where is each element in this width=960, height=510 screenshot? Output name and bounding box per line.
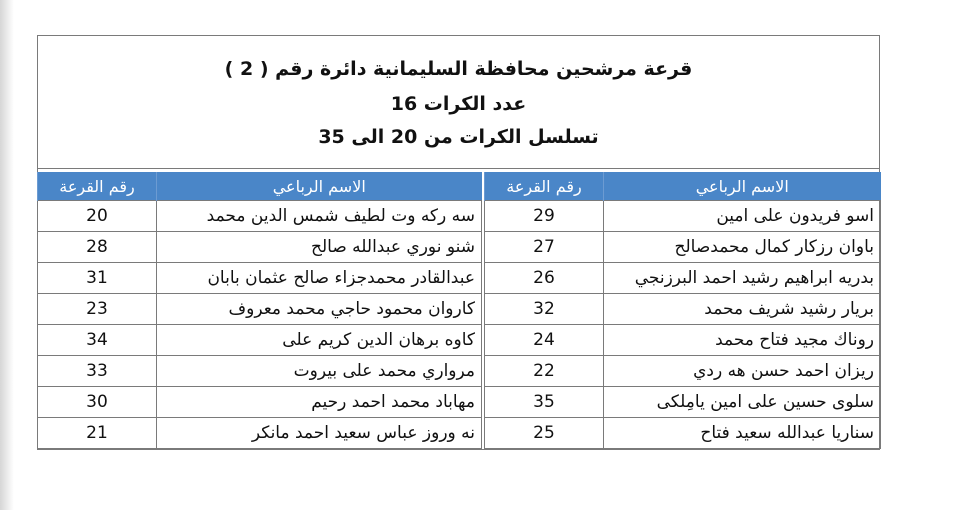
table-row: [38, 263, 482, 294]
table-row: [38, 387, 482, 418]
candidate-name: سناريا عبدالله سعيد فتاح: [604, 418, 881, 449]
column-header-name: الاسم الرباعي: [157, 172, 482, 201]
candidate-name: بدريه ابراهيم رشيد احمد البرزنجي: [604, 263, 881, 294]
candidate-name: باوان رزكار كمال محمدصالح: [604, 232, 881, 263]
lottery-number: 26: [485, 263, 604, 294]
column-header-number: رقم القرعة: [485, 172, 604, 201]
document-header: [38, 36, 879, 169]
table-row: [485, 201, 881, 232]
candidate-name: شنو نوري عبدالله صالح: [157, 232, 482, 263]
candidate-name: روناك مجيد فتاح محمد: [604, 325, 881, 356]
lottery-number: 31: [38, 263, 157, 294]
right-candidates-table: [484, 172, 881, 449]
column-header-number: رقم القرعة: [38, 172, 157, 201]
lottery-number: 28: [38, 232, 157, 263]
table-header-row: [38, 172, 482, 201]
candidate-name: كاروان محمود حاجي محمد معروف: [157, 294, 482, 325]
lottery-number: 34: [38, 325, 157, 356]
table-row: [38, 418, 482, 449]
candidate-name: مهاباد محمد احمد رحيم: [157, 387, 482, 418]
lottery-number: 20: [38, 201, 157, 232]
table-row: [38, 356, 482, 387]
lottery-number: 35: [485, 387, 604, 418]
lottery-number: 25: [485, 418, 604, 449]
lottery-number: 29: [485, 201, 604, 232]
table-row: [485, 232, 881, 263]
table-row: [485, 387, 881, 418]
candidate-name: مرواري محمد على بيروت: [157, 356, 482, 387]
candidate-name: كاوه برهان الدين كريم على: [157, 325, 482, 356]
lottery-number: 30: [38, 387, 157, 418]
table-row: [485, 356, 881, 387]
table-row: [38, 232, 482, 263]
candidate-name: نه وروز عباس سعيد احمد مانكر: [157, 418, 482, 449]
column-header-name: الاسم الرباعي: [604, 172, 881, 201]
candidate-name: سه ركه وت لطيف شمس الدين محمد: [157, 201, 482, 232]
lottery-number: 21: [38, 418, 157, 449]
candidate-name: بريار رشيد شريف محمد: [604, 294, 881, 325]
left-edge-shadow: [0, 0, 14, 510]
ball-sequence-line: تسلسل الكرات من 20 الى 35: [318, 126, 599, 148]
lottery-number: 22: [485, 356, 604, 387]
table-row: [485, 294, 881, 325]
lottery-number: 23: [38, 294, 157, 325]
title-line: قرعة مرشحين محافظة السليمانية دائرة رقم ( 2 ): [224, 58, 693, 80]
candidate-name: سلوى حسين على امين يامِلكى: [604, 387, 881, 418]
lottery-number: 32: [485, 294, 604, 325]
table-row: [38, 201, 482, 232]
table-row: [485, 263, 881, 294]
table-row: [485, 418, 881, 449]
table-row: [485, 325, 881, 356]
table-header-row: [485, 172, 881, 201]
left-candidates-table: [37, 172, 482, 449]
candidate-name: عبدالقادر محمدجزاء صالح عثمان بابان: [157, 263, 482, 294]
table-row: [38, 325, 482, 356]
candidate-name: ريزان احمد حسن هه ردي: [604, 356, 881, 387]
lottery-number: 33: [38, 356, 157, 387]
ball-count-line: عدد الكرات 16: [390, 93, 527, 115]
table-row: [38, 294, 482, 325]
lottery-number: 24: [485, 325, 604, 356]
lottery-number: 27: [485, 232, 604, 263]
candidate-name: اسو فريدون على امين: [604, 201, 881, 232]
